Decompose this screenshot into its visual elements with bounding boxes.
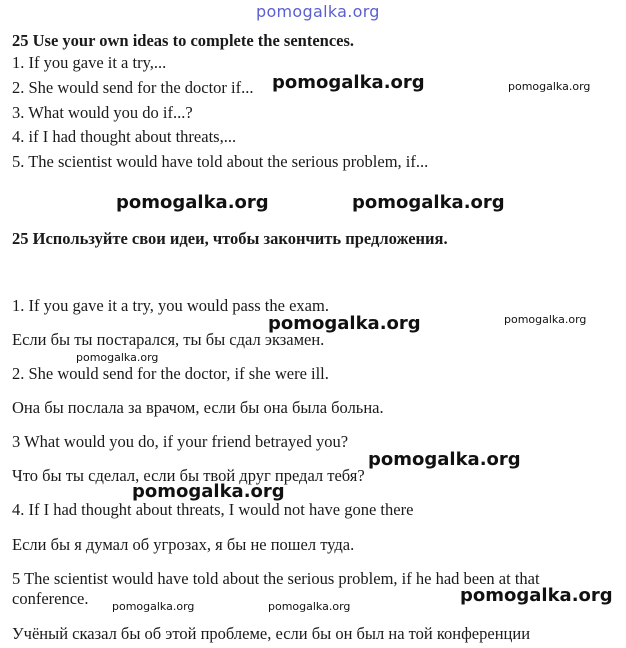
answer-en: 1. If you gave it a try, you would pass the exam. (12, 296, 329, 315)
watermark-text: pomogalka.org (268, 600, 351, 613)
watermark-text: pomogalka.org (504, 313, 587, 326)
watermark-text: pomogalka.org (76, 351, 159, 364)
watermark-text: pomogalka.org (116, 192, 269, 213)
task-item: 2. She would send for the doctor if... (12, 78, 254, 97)
task-heading-ru: 25 Используйте свои идеи, чтобы закончить предложения. (12, 229, 448, 248)
task-item: 3. What would you do if...? (12, 103, 193, 122)
watermark-text: pomogalka.org (268, 313, 421, 334)
watermark-top: pomogalka.org (256, 2, 380, 21)
answer-ru: Она бы послала за врачом, если бы она была больна. (12, 398, 384, 417)
watermark-text: pomogalka.org (508, 80, 591, 93)
watermark-text: pomogalka.org (112, 600, 195, 613)
answer-ru: Учёный сказал бы об этой проблеме, если бы он был на той конференции (12, 624, 531, 643)
task-item: 1. If you gave it a try,... (12, 53, 167, 72)
task-item: 5. The scientist would have told about the serious problem, if... (12, 152, 429, 171)
answer-ru: Если бы ты постарался, ты бы сдал экзамен. (12, 330, 325, 349)
watermark-text: pomogalka.org (132, 481, 285, 502)
task-heading-en: 25 Use your own ideas to complete the sentences. (12, 31, 355, 50)
answer-en: 2. She would send for the doctor, if she were ill. (12, 364, 329, 383)
watermark-text: pomogalka.org (368, 449, 521, 470)
answer-en: 5 The scientist would have told about the serious problem, if he had been at that conference. (12, 569, 540, 608)
task-item: 4. if I had thought about threats,... (12, 127, 237, 146)
answer-ru: Если бы я думал об угрозах, я бы не пошел туда. (12, 535, 355, 554)
watermark-text: pomogalka.org (460, 585, 613, 606)
watermark-text: pomogalka.org (352, 192, 505, 213)
answer-en: 4. If I had thought about threats, I would not have gone there (12, 500, 414, 519)
watermark-text: pomogalka.org (272, 72, 425, 93)
answer-en: 3 What would you do, if your friend betrayed you? (12, 432, 349, 451)
answer-ru: Что бы ты сделал, если бы твой друг предал тебя? (12, 466, 365, 485)
